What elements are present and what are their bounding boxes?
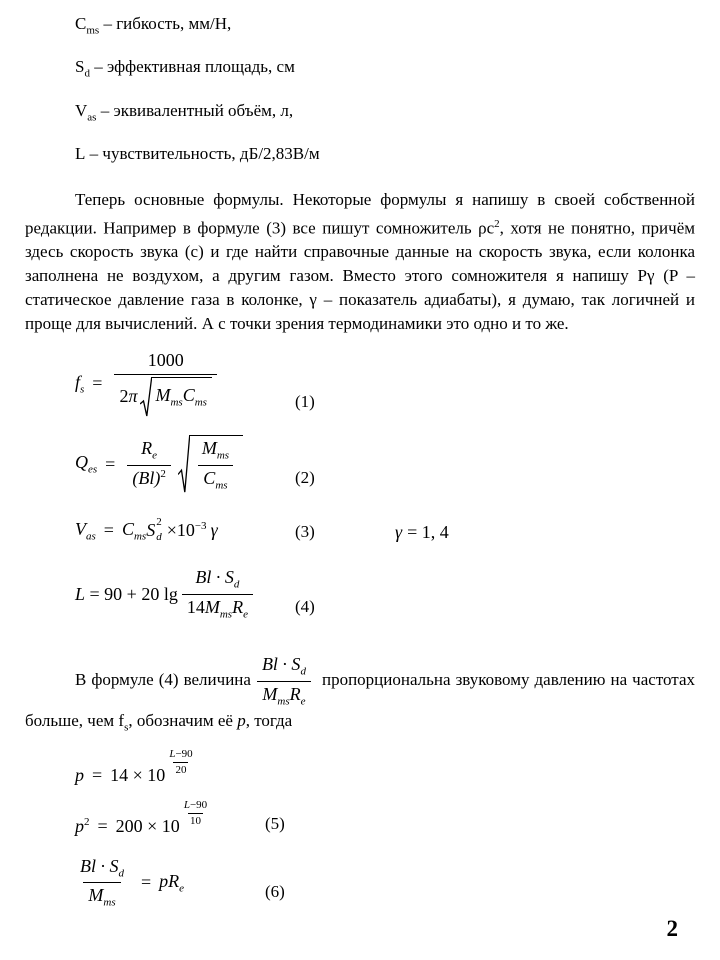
variable: p xyxy=(75,816,84,837)
symbol-subscript: ms xyxy=(86,24,100,37)
variable: Bl · S xyxy=(195,567,234,588)
denominator xyxy=(182,594,253,622)
denominator xyxy=(114,374,217,417)
variable-subscript: d xyxy=(233,578,240,591)
gamma-value: = 1, 4 xyxy=(407,522,449,543)
symbol-subscript: as xyxy=(87,111,97,124)
exponent: −3 xyxy=(194,519,207,532)
symbol: C xyxy=(75,14,87,33)
variable: p xyxy=(75,765,84,786)
variable: Bl · S xyxy=(80,855,119,876)
lhs xyxy=(75,372,84,396)
exponent: 2 xyxy=(84,816,90,829)
formula-label-4: (4) xyxy=(295,596,315,616)
sub-sup-stack xyxy=(156,517,162,543)
variable: V xyxy=(75,518,86,539)
radicand xyxy=(151,377,211,417)
formula-5 xyxy=(75,794,695,841)
coefficient: 200 × 10 xyxy=(115,816,180,837)
fraction xyxy=(182,567,253,622)
gamma-symbol: γ xyxy=(210,519,218,540)
formula-4 xyxy=(75,567,695,622)
numerator xyxy=(197,438,234,465)
variable-subscript: es xyxy=(88,463,98,476)
variable: f xyxy=(75,371,81,392)
numerator xyxy=(136,438,162,465)
formula-label-1: (1) xyxy=(295,391,315,411)
formula-label-5: (5) xyxy=(265,813,285,833)
variable: M xyxy=(155,385,171,406)
parameter-definitions xyxy=(25,14,695,171)
definition-vas xyxy=(75,101,695,127)
variable-subscript: d xyxy=(300,665,306,678)
page-number: 2 xyxy=(666,916,678,941)
variable-subscript: e xyxy=(243,608,248,621)
variable: C xyxy=(121,518,134,539)
pi-symbol: π xyxy=(128,386,138,407)
exponent-fraction xyxy=(182,799,209,828)
variable-subscript: e xyxy=(152,450,158,462)
variable-subscript: ms xyxy=(133,530,147,543)
variable-subscript: e xyxy=(300,695,306,708)
equals-sign: = xyxy=(92,765,103,786)
variable-subscript: d xyxy=(118,867,124,880)
formula-2 xyxy=(75,435,695,494)
variable-subscript: s xyxy=(124,720,129,733)
exponent-denominator: 20 xyxy=(175,764,187,777)
definition-text: – чувствительность, дБ/2,83В/м xyxy=(85,144,320,164)
definition-sd xyxy=(75,57,695,83)
superscript: 2 xyxy=(494,217,500,230)
formula-p xyxy=(75,743,695,790)
variable: Q xyxy=(75,452,88,473)
fraction xyxy=(75,856,129,911)
fraction xyxy=(114,350,217,417)
constant: −90 xyxy=(189,799,208,812)
numerator: 1000 xyxy=(147,350,184,371)
denominator xyxy=(198,465,232,493)
coefficient: 14 xyxy=(186,597,205,618)
denominator xyxy=(83,882,120,910)
variable-subscript: ms xyxy=(277,695,290,708)
paragraph-text: В формуле (4) величина xyxy=(75,670,251,690)
variable: L xyxy=(169,747,176,760)
times-ten: ×10 xyxy=(166,519,195,540)
variable: M xyxy=(262,683,278,704)
variable: R xyxy=(232,597,244,618)
symbol: S xyxy=(75,57,85,77)
paragraph-text: , обозначим её xyxy=(128,710,238,730)
fraction xyxy=(127,438,170,489)
square-root xyxy=(178,435,243,494)
variable: L xyxy=(75,584,86,605)
variable: f xyxy=(118,710,125,730)
variable-subscript: d xyxy=(156,531,162,544)
symbol: L xyxy=(75,144,86,164)
variable-subscript: s xyxy=(80,383,85,396)
numerator xyxy=(75,856,129,883)
lhs xyxy=(75,519,96,543)
symbol: V xyxy=(75,100,88,120)
variable-subscript: ms xyxy=(170,397,183,410)
coefficient: 2 xyxy=(119,386,129,407)
lhs xyxy=(75,452,97,476)
formula-label-3: (3) xyxy=(295,522,315,542)
exponent-numerator xyxy=(167,748,194,762)
denominator xyxy=(257,681,310,709)
variable-subscript: ms xyxy=(219,608,233,621)
equals-sign: = xyxy=(97,816,108,837)
equals-sign: = xyxy=(141,872,152,893)
variable-subscript: ms xyxy=(194,397,207,410)
fraction xyxy=(197,438,234,493)
variable: C xyxy=(182,385,195,406)
symbol-subscript: d xyxy=(84,67,90,80)
paragraph-text: Теперь основные формулы. Некоторые формулы я напишу в своей собственной редакции. Например в формуле (3) все пишут сомножитель ρс xyxy=(25,189,695,238)
numerator xyxy=(257,654,311,681)
exponent-fraction xyxy=(167,748,194,777)
paragraph-text: пропорциональна звуковому давлению на частотах больше, чем xyxy=(25,670,695,730)
constant: −90 xyxy=(175,747,193,760)
variable: M xyxy=(88,885,104,906)
exponent: 2 xyxy=(160,468,166,481)
exponent: 2 xyxy=(156,516,162,529)
formula-label-6: (6) xyxy=(265,882,285,902)
exponent-denominator: 10 xyxy=(189,815,201,828)
variable: C xyxy=(203,467,216,488)
formula-1 xyxy=(75,350,695,417)
intro-paragraph xyxy=(25,188,695,337)
formula-6 xyxy=(75,856,695,911)
variable-subscript: e xyxy=(179,882,185,895)
variable-subscript: ms xyxy=(216,449,230,462)
exponent-numerator xyxy=(182,799,209,813)
variable-subscript: ms xyxy=(103,897,116,910)
variable: p xyxy=(237,710,246,730)
variable: pR xyxy=(159,871,180,892)
variable: S xyxy=(146,519,156,540)
variable: R xyxy=(141,438,153,459)
variable: L xyxy=(183,799,190,812)
definition-l xyxy=(75,144,695,170)
variable: R xyxy=(289,683,301,704)
paragraph-text: , тогда xyxy=(245,710,293,730)
variable: M xyxy=(204,597,220,618)
definition-text: – эффективная площадь, см xyxy=(89,57,295,77)
variable: Bl · S xyxy=(261,653,301,674)
expression-text: = 90 + 20 lg xyxy=(85,584,178,605)
inline-fraction xyxy=(257,654,311,709)
formula-label-2: (2) xyxy=(295,468,315,488)
variable: M xyxy=(201,437,217,458)
equals-sign: = xyxy=(92,373,103,394)
variable: (Bl) xyxy=(132,468,161,489)
definition-text: – эквивалентный объём, л, xyxy=(96,100,294,120)
denominator xyxy=(127,465,170,490)
variable-subscript: ms xyxy=(215,479,228,492)
formula-3 xyxy=(75,517,695,543)
gamma-value-note xyxy=(395,522,449,543)
square-root xyxy=(140,377,211,417)
gamma-symbol: γ xyxy=(395,522,403,543)
equals-sign: = xyxy=(105,453,116,474)
lhs xyxy=(75,584,178,605)
coefficient: 14 × 10 xyxy=(110,765,166,786)
formula-4-note-paragraph xyxy=(25,654,695,739)
lhs xyxy=(75,816,90,837)
numerator xyxy=(190,567,244,594)
definition-text: – гибкость, мм/Н, xyxy=(99,14,232,33)
definition-cms xyxy=(75,14,695,40)
variable-subscript: as xyxy=(86,530,96,543)
paragraph-text: , хотя не понятно, причём здесь скорость звука (с) и где найти справочные данные на скорость звука, если колонка заполнена не воздухом, а другим газом. Вместо этого сомножителя я напишу Pγ (P – статическое давление газа в колонке, γ – показатель адиабаты), я думаю, так логичней и проще для вычислений. А с точки зрения термодинамики это одно и то же. xyxy=(25,218,695,334)
radicand xyxy=(189,435,243,494)
equals-sign: = xyxy=(103,519,114,540)
